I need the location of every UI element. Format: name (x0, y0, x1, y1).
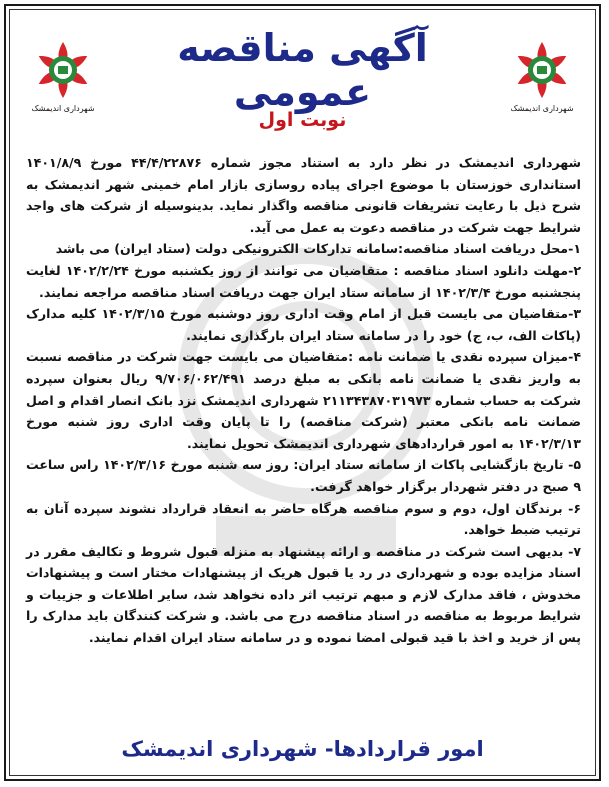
municipality-emblem-icon (33, 40, 93, 100)
notice-round: نوبت اول (258, 109, 347, 131)
notice-frame (4, 4, 601, 781)
logo-caption: شهرداری اندیمشک (31, 104, 95, 113)
notice-item: ۶- برندگان اول، دوم و سوم مناقصه هرگاه حاضر به انعقاد قرارداد نشوند سپرده آنان به ترتیب ضبط خواهد. (26, 500, 581, 538)
notice-footer: امور قراردادها- شهرداری اندیمشک (121, 737, 484, 761)
notice-title: آگهی مناقصه عمومی (177, 26, 428, 114)
notice-item: ۳-متقاضیان می بایست قبل از امام وقت اداری روز دوشنبه مورخ ۱۴۰۲/۳/۱۵ کلیه مدارک (پاکات الف، ب، ج) خود را در سامانه ستاد ایران بارگذاری نمایند. (26, 306, 581, 343)
logo-caption: شهرداری اندیمشک (510, 104, 574, 113)
notice-item: ۲-مهلت دانلود اسناد مناقصه : متقاضیان می توانند از روز یکشنبه مورخ ۱۴۰۲/۲/۲۴ لغایت پنجشنبه مورخ ۱۴۰۲/۳/۴ از سامانه ستاد ایران جهت دریافت اسناد مناقصه مراجعه نمایند. (26, 262, 581, 300)
notice-item: ۷- بدیهی است شرکت در مناقصه و ارائه پیشنهاد به منزله قبول شروط و تکالیف مقرر در اسناد مزایده بوده و شهرداری در رد یا قبول هریک از پیشنهادات مختار است و پیشنهادات مخدوش ، فاقد مدارک لازم و مبهم ترتیب اثر داده نخواهد شد، سایر اطلاعات و جزییات و شرایط مربوط به مناقصه در اسناد مناقصه درج می باشد. و شرکت کنندگان باید مدارک را پس از خرید و اخذ با قید قبولی امضا نموده و در سامانه ستاد ایران اقدام نمایند. (26, 543, 581, 646)
municipality-logo-left (20, 40, 106, 113)
notice-item: ۵- تاریخ بازگشایی پاکات از سامانه ستاد ایران: روز سه شنبه مورخ ۱۴۰۲/۳/۱۶ راس ساعت ۹ صبح در دفتر شهردار برگزار خواهد گرفت. (26, 457, 582, 494)
notice-body (26, 152, 581, 649)
municipality-logo-right (499, 40, 585, 113)
notice-item: ۴-میزان سپرده نقدی یا ضمانت نامه :متقاضیان می بایست جهت شرکت در مناقصه نسبت به واریز نقدی یا ضمانت نامه بانکی به مبلغ درصد ۹/۷۰۶/۰۶۲/۴۹۱ ریال بعنوان سپرده شرکت به حساب شماره ۲۱۱۳۴۳۸۷۰۳۱۹۷۳ شهرداری اندیمشک نزد بانک انصار اقدام و اصل ضمانت نامه بانکی معتبر (شرکت مناقصه) را تا پایان وقت اداری روز شنبه مورخ ۱۴۰۲/۳/۱۳ به امور قراردادهای شهرداری اندیمشک تحویل نمایند. (26, 349, 581, 451)
municipality-emblem-icon (512, 40, 572, 100)
notice-intro: شهرداری اندیمشک در نظر دارد به استناد مجوز شماره ۴۴/۴/۲۲۸۷۶ مورخ ۱۴۰۱/۸/۹ استانداری خوزستان با موضوع اجرای پیاده روسازی بازار امام خمینی شهر اندیمشک به شرح ذیل با رعایت تشریفات قانونی مناقصه واگذار نماید. بدینوسیله از شرکت های واجد شرایط جهت شرکت در مناقصه دعوت به عمل می آید. (26, 155, 581, 235)
notice-item: ۱-محل دریافت اسناد مناقصه:سامانه تدارکات الکترونیکی دولت (ستاد ایران) می باشد (55, 241, 581, 257)
